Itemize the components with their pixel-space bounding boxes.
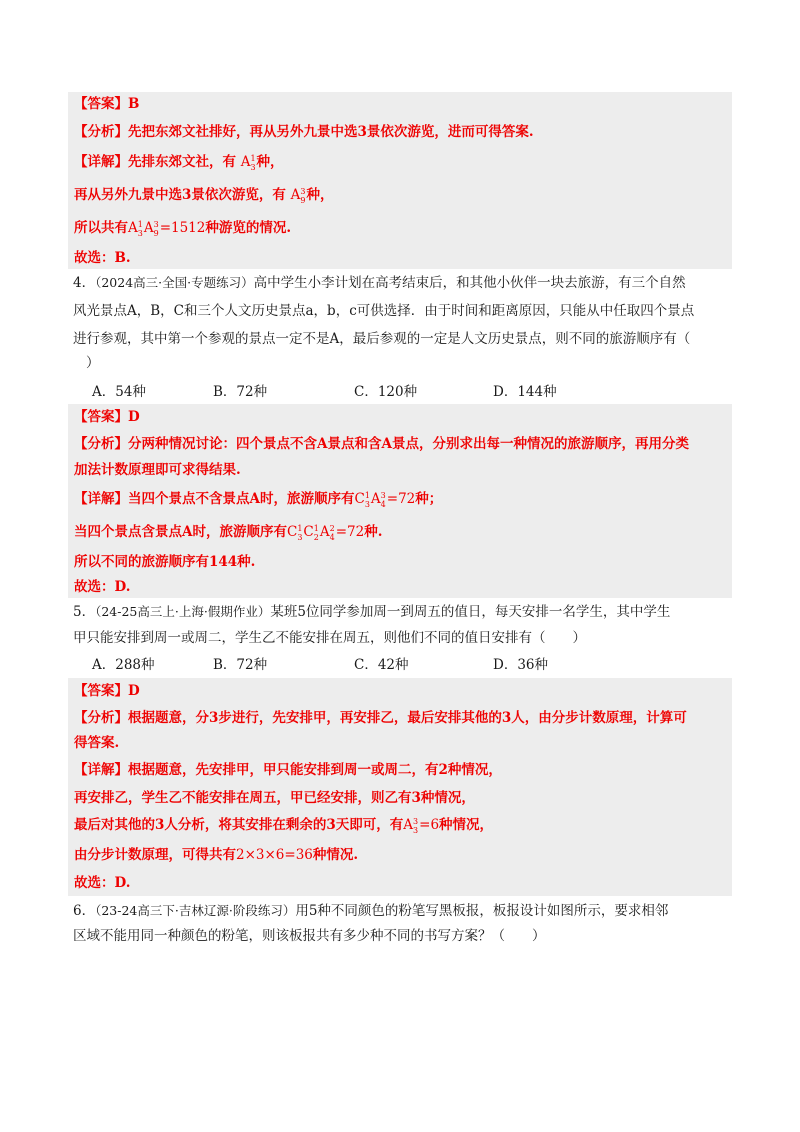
detail-tag: 【详解】	[74, 762, 128, 778]
question-source: （2024高三·全国·专题练习）	[95, 275, 254, 290]
question-source: （23-24高三下·吉林辽源·阶段练习）	[95, 903, 296, 918]
analysis-text: 根据题意，分3步进行，先安排甲，再安排乙，最后安排其他的3人，由分步计数原理，计算可	[128, 710, 687, 726]
detail-line-2: 再安排乙，学生乙不能安排在周五，甲已经安排，则乙有3种情况，	[74, 790, 475, 806]
formula-result: =72	[386, 491, 416, 507]
option-d: D．36种	[493, 657, 549, 673]
solution-block-2	[68, 404, 732, 598]
detail-line-2	[74, 522, 382, 542]
formula-a93: A 3 9	[290, 186, 306, 205]
answer-line	[74, 94, 139, 114]
question-4-line-2: 风光景点A，B，C和三个人文历史景点a，b，c可供选择．由于时间和距离原因，只能从中任取四个景点	[73, 303, 695, 319]
analysis-text: 分两种情况讨论：四个景点不含A景点和含A景点，分别求出每一种情况的旅游顺序，再用分类	[128, 436, 689, 452]
detail-text: 再从另外九景中选3景依次游览，有	[74, 187, 286, 203]
question-6-line-1	[73, 901, 668, 921]
choose-line: 故选：D.	[74, 875, 131, 891]
solution-block-1	[68, 92, 732, 269]
choose-line: 故选：D.	[74, 579, 131, 595]
detail-text-end: 种；	[415, 491, 443, 507]
formula-c31c21a42: C 1 3 C 1 2 A 2 4	[286, 523, 335, 542]
question-5-line-2: 甲只能安排到周一或周二，学生乙不能安排在周五，则他们不同的值日安排有（ ）	[73, 630, 586, 646]
answer-tag: 【答案】	[74, 96, 128, 112]
detail-line-4	[74, 845, 358, 865]
detail-text: 最后对其他的3人分析，将其安排在剩余的3天即可，有	[74, 817, 404, 833]
detail-text-end: 种，	[306, 187, 334, 203]
answer-line	[74, 407, 140, 427]
detail-text: 当四个景点含景点A时，旅游顺序有	[74, 524, 287, 540]
question-text: 高中学生小李计划在高考结束后，和其他小伙伴一块去旅游，有三个自然	[253, 275, 686, 291]
question-source: （24-25高三上·上海·假期作业）	[95, 604, 271, 619]
option-b: B．72种	[213, 657, 268, 673]
analysis-line	[74, 122, 534, 142]
answer-value: D	[128, 683, 140, 699]
detail-line-1	[74, 760, 502, 780]
analysis-line-2: 得答案.	[74, 735, 120, 751]
answer-tag: 【答案】	[74, 409, 128, 425]
question-number: 5．	[73, 604, 96, 620]
option-a: A．288种	[92, 657, 155, 673]
answer-value: D	[128, 409, 140, 425]
detail-text: 先排东郊文社，有	[128, 154, 236, 170]
analysis-tag: 【分析】	[74, 124, 128, 140]
detail-line-3	[74, 218, 291, 238]
question-text: 某班5位同学参加周一到周五的值日，每天安排一名学生，其中学生	[270, 604, 671, 620]
analysis-tag: 【分析】	[74, 710, 128, 726]
option-c: C．120种	[354, 384, 418, 400]
detail-line-1	[74, 152, 284, 172]
detail-text-end: 种情况.	[312, 847, 359, 863]
option-d: D．144种	[493, 384, 557, 400]
detail-text-end: 种，	[256, 154, 284, 170]
question-6-line-2: 区域不能用同一种颜色的粉笔，则该板报共有多少种不同的书写方案？（ ）	[73, 928, 546, 944]
formula-product: A 1 3 A 3 9	[128, 219, 159, 238]
detail-text: 根据题意，先安排甲，甲只能安排到周一或周二，有2种情况，	[128, 762, 502, 778]
analysis-line-1	[74, 708, 687, 728]
formula-result: =1512	[159, 220, 206, 236]
choose-line	[74, 248, 131, 268]
formula-result: =72	[335, 524, 365, 540]
detail-text: 由分步计数原理，可得共有	[74, 847, 236, 863]
formula-product: 2×3×6=36	[236, 847, 313, 863]
answer-value: B	[128, 96, 140, 112]
formula-a31: A 1 3	[240, 153, 256, 172]
detail-line-3: 所以不同的旅游顺序有144种.	[74, 554, 256, 570]
detail-tag: 【详解】	[74, 491, 128, 507]
detail-line-3	[74, 815, 493, 835]
detail-line-1	[74, 489, 442, 509]
formula-result: =6	[419, 817, 440, 833]
analysis-line-1	[74, 434, 689, 454]
question-4-line-1	[73, 273, 686, 293]
question-text: 用5种不同颜色的粉笔写黑板报，板报设计如图所示，要求相邻	[295, 903, 669, 919]
answer-tag: 【答案】	[74, 683, 128, 699]
analysis-tag: 【分析】	[74, 436, 128, 452]
question-5-line-1	[73, 602, 670, 622]
option-b: B．72种	[213, 384, 268, 400]
question-4-line-4: ）	[86, 355, 100, 371]
question-number: 4．	[73, 275, 96, 291]
detail-text-end: 种.	[364, 524, 383, 540]
formula-a33: A 3 3	[403, 816, 419, 835]
question-4-line-3: 进行参观，其中第一个参观的景点一定不是A，最后参观的一定是人文历史景点，则不同的旅游顺序有（	[73, 331, 691, 347]
choose-text: 故选：B.	[74, 250, 131, 266]
detail-tag: 【详解】	[74, 154, 128, 170]
analysis-line-2: 加法计数原理即可求得结果.	[74, 462, 241, 478]
solution-block-3	[68, 678, 732, 896]
option-a: A．54种	[92, 384, 146, 400]
question-number: 6．	[73, 903, 96, 919]
analysis-text: 先把东郊文社排好，再从另外九景中选3景依次游览，进而可得答案.	[128, 124, 534, 140]
formula-c31a43: C 1 3 A 3 4	[354, 490, 386, 509]
detail-text-end: 种游览的情况.	[205, 220, 292, 236]
detail-line-2	[74, 185, 333, 205]
detail-text: 当四个景点不含景点A时，旅游顺序有	[128, 491, 355, 507]
option-c: C．42种	[354, 657, 409, 673]
detail-text: 所以共有	[74, 220, 128, 236]
detail-text-end: 种情况，	[439, 817, 494, 833]
answer-line	[74, 681, 140, 701]
